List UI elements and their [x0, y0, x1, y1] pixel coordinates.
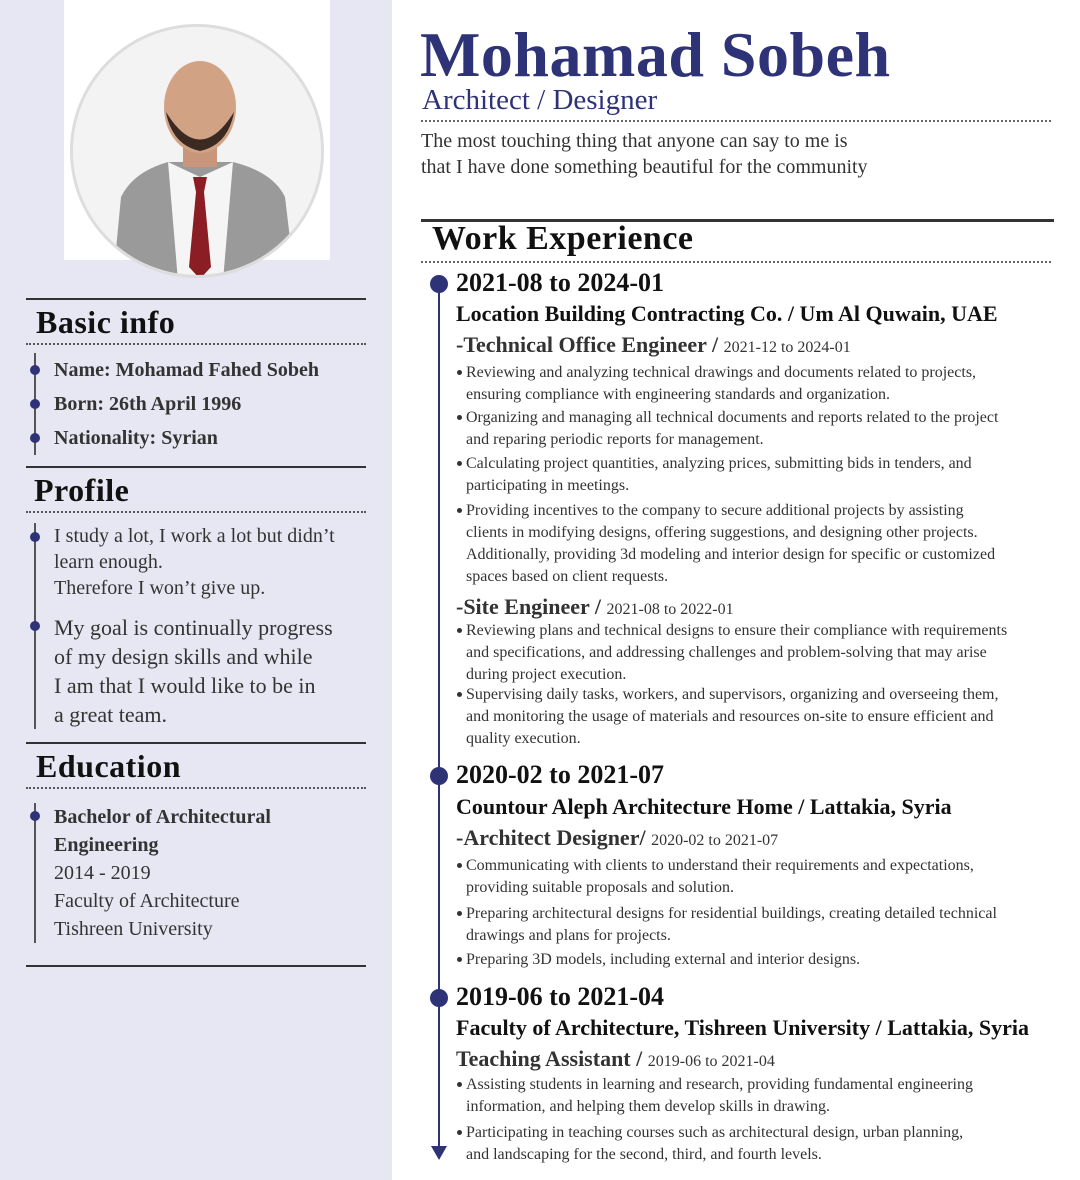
duty-item: Providing incentives to the company to secure additional projects by assisting clients in modifying designs, offering suggestions, and designing other projects. Additionally, providing 3d modeling and interior design for specific or customized spaces based on client requests.: [456, 500, 1056, 588]
timeline-dot: [430, 767, 448, 785]
duty-item: Reviewing plans and technical designs to ensure their compliance with requirements and specifications, and addressing challenges and problem-solving that may arise during project execution.: [456, 620, 1056, 686]
bullet-dot: [30, 532, 40, 542]
job-organization: Countour Aleph Architecture Home / Lattakia, Syria: [456, 794, 952, 819]
duty-item: Supervising daily tasks, workers, and supervisors, organizing and overseeing them, and monitoring the usage of materials and resources on-site to ensure efficient and quality execution.: [456, 684, 1056, 750]
quote-line: The most touching thing that anyone can say to me is: [421, 130, 848, 152]
bullet-dot: [30, 811, 40, 821]
divider: [26, 298, 366, 300]
duty-item: Assisting students in learning and research, providing fundamental engineering information, and helping them develop skills in drawing.: [456, 1074, 1056, 1118]
bullet-dot: [30, 399, 40, 409]
duty-item: Preparing architectural designs for residential buildings, creating detailed technical drawings and plans for projects.: [456, 903, 1056, 947]
bullet-dot: [30, 365, 40, 375]
profile-goal: I am that I would like to be in: [54, 673, 316, 698]
profile-list: [34, 523, 366, 729]
profile-text: I study a lot, I work a lot but didn’t: [54, 525, 335, 547]
degree: Bachelor of Architectural Engineering: [54, 806, 271, 856]
position-title: Teaching Assistant /: [456, 1046, 643, 1071]
duty-item: Communicating with clients to understand their requirements and expectations, providing suitable proposals and solution.: [456, 855, 1056, 899]
duty-item: Organizing and managing all technical documents and reports related to the project and reparing periodic reports for management.: [456, 407, 1056, 451]
job-dates: 2021-08 to 2024-01: [456, 268, 664, 297]
profile-goal: My goal is continually progress: [54, 615, 333, 640]
born-item: Born: 26th April 1996: [54, 393, 242, 415]
job-dates: 2020-02 to 2021-07: [456, 760, 664, 789]
faculty: Faculty of Architecture: [54, 890, 240, 912]
basic-info-section: [26, 298, 366, 455]
basic-info-list: [34, 353, 366, 455]
education-years: 2014 - 2019: [54, 862, 151, 884]
position-period: 2019-06 to 2021-04: [647, 1053, 775, 1070]
profile-text: Therefore I won’t give up.: [54, 577, 266, 599]
divider: [26, 742, 366, 744]
job-position: [456, 1046, 775, 1072]
timeline-arrow-icon: [431, 1146, 447, 1160]
job-position: [456, 332, 851, 358]
position-period: 2021-12 to 2024-01: [723, 339, 851, 356]
job-organization: Location Building Contracting Co. / Um Al Quwain, UAE: [456, 301, 998, 326]
divider: [26, 965, 366, 967]
education-title: Education: [36, 748, 181, 784]
position-period: 2021-08 to 2022-01: [606, 601, 734, 618]
divider: [26, 787, 366, 789]
job-position: [456, 825, 778, 851]
timeline-dot: [430, 275, 448, 293]
job-dates: 2019-06 to 2021-04: [456, 982, 664, 1011]
divider: [26, 511, 366, 513]
duty-item: Calculating project quantities, analyzing prices, submitting bids in tenders, and participating in meetings.: [456, 453, 1056, 497]
profile-section: [26, 466, 366, 729]
timeline-line: [438, 283, 440, 1146]
duty-item: Participating in teaching courses such as architectural design, urban planning, and landscaping for the second, third, and fourth levels.: [456, 1122, 1056, 1166]
person-role: Architect / Designer: [422, 84, 658, 116]
education-section: [26, 742, 366, 967]
profile-goal: of my design skills and while: [54, 644, 313, 669]
divider: [421, 120, 1051, 122]
nationality-item: Nationality: Syrian: [54, 427, 218, 449]
divider: [421, 261, 1051, 263]
profile-photo: [70, 24, 324, 278]
personal-quote: [421, 128, 1041, 180]
profile-text: learn enough.: [54, 551, 163, 573]
work-experience-title: Work Experience: [432, 220, 694, 257]
bullet-dot: [30, 621, 40, 631]
position-title: -Site Engineer /: [456, 594, 602, 619]
duty-item: Preparing 3D models, including external and interior designs.: [456, 949, 1056, 971]
divider: [26, 466, 366, 468]
education-list: [34, 803, 366, 943]
bullet-dot: [30, 433, 40, 443]
person-name: Mohamad Sobeh: [420, 19, 891, 90]
basic-info-title: Basic info: [36, 304, 176, 340]
profile-goal: a great team.: [54, 702, 167, 727]
timeline-dot: [430, 989, 448, 1007]
position-period: 2020-02 to 2021-07: [651, 832, 779, 849]
duty-item: Reviewing and analyzing technical drawings and documents related to projects, ensuring compliance with engineering standards and organization.: [456, 362, 1056, 406]
divider: [26, 343, 366, 345]
job-position: [456, 594, 734, 620]
position-title: -Technical Office Engineer /: [456, 332, 719, 357]
position-title: -Architect Designer/: [456, 825, 646, 850]
university: Tishreen University: [54, 918, 213, 940]
name-item: Name: Mohamad Fahed Sobeh: [54, 359, 320, 381]
quote-line: that I have done something beautiful for the community: [421, 156, 868, 178]
profile-title: Profile: [34, 472, 130, 508]
job-organization: Faculty of Architecture, Tishreen University / Lattakia, Syria: [456, 1015, 1029, 1040]
